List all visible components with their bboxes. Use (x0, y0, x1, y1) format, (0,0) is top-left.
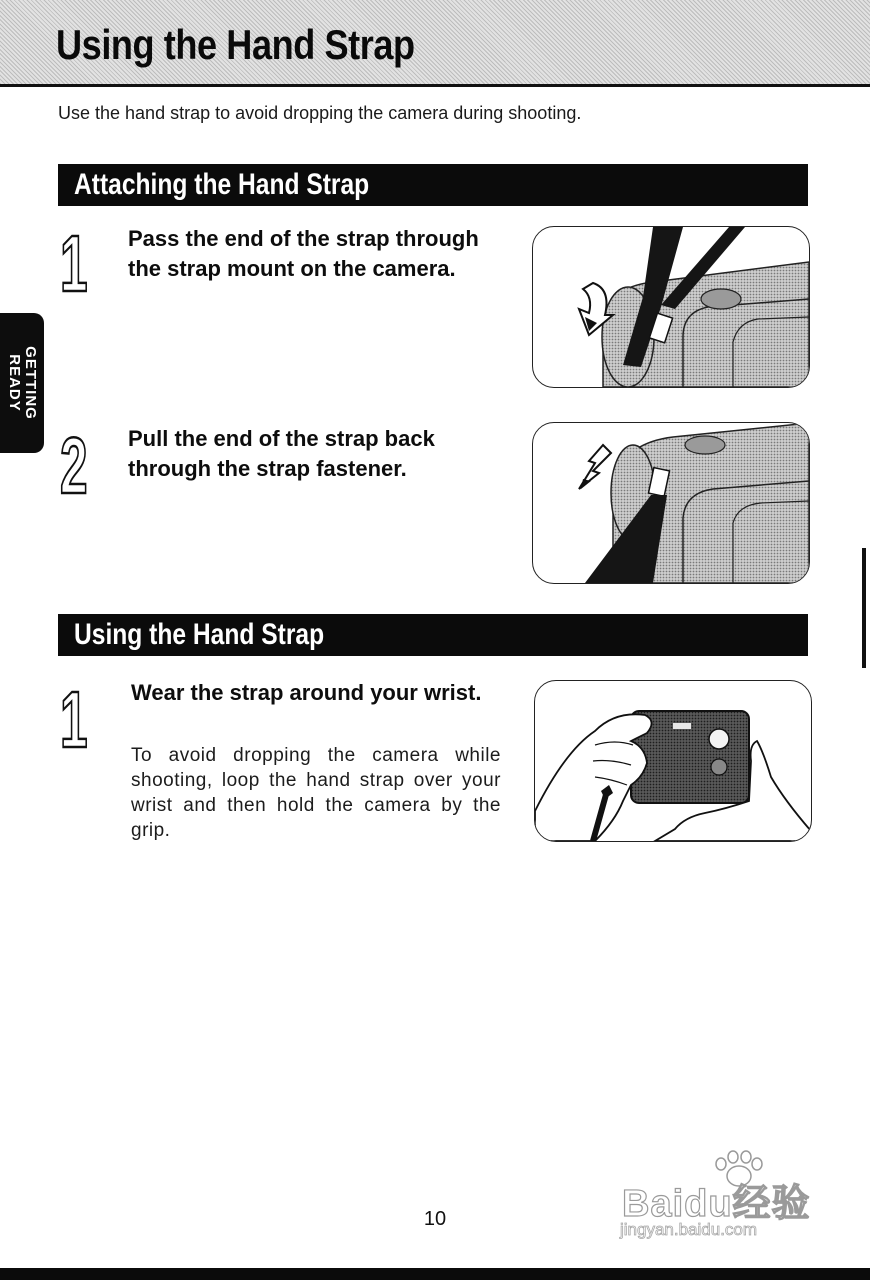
strap-threading-illustration (532, 226, 810, 388)
watermark-logo: Baidu经验 (622, 1183, 811, 1225)
hands-holding-camera-illustration (534, 680, 812, 842)
section-header-attaching (58, 164, 808, 206)
step-number: 1 (60, 219, 88, 308)
section-title: Attaching the Hand Strap (74, 168, 370, 201)
step-heading: Pull the end of the strap back through the strap fastener. (128, 426, 435, 481)
watermark (612, 1150, 842, 1250)
section-header-using (58, 614, 808, 656)
step-body-text: To avoid dropping the camera while shooting, loop the hand strap over your wrist and then hold the camera by the grip. (131, 745, 501, 841)
step-number: 2 (60, 421, 88, 510)
watermark-url: jingyan.baidu.com (620, 1220, 758, 1239)
chapter-side-tab[interactable] (0, 313, 44, 453)
strap-pulling-illustration (532, 422, 810, 584)
header-band (0, 0, 870, 87)
bottom-rule (0, 1268, 870, 1280)
page-edge-mark (862, 548, 866, 668)
intro-text: Use the hand strap to avoid dropping the camera during shooting. (58, 103, 582, 123)
step-heading: Wear the strap around your wrist. (131, 680, 482, 705)
step-number: 1 (60, 675, 88, 764)
section-title: Using the Hand Strap (74, 618, 325, 651)
chapter-side-tab-label: GETTING READY (6, 346, 39, 420)
step-heading: Pass the end of the strap through the strap mount on the camera. (128, 226, 479, 281)
page-title: Using the Hand Strap (56, 21, 415, 68)
page-number: 10 (423, 1208, 447, 1230)
